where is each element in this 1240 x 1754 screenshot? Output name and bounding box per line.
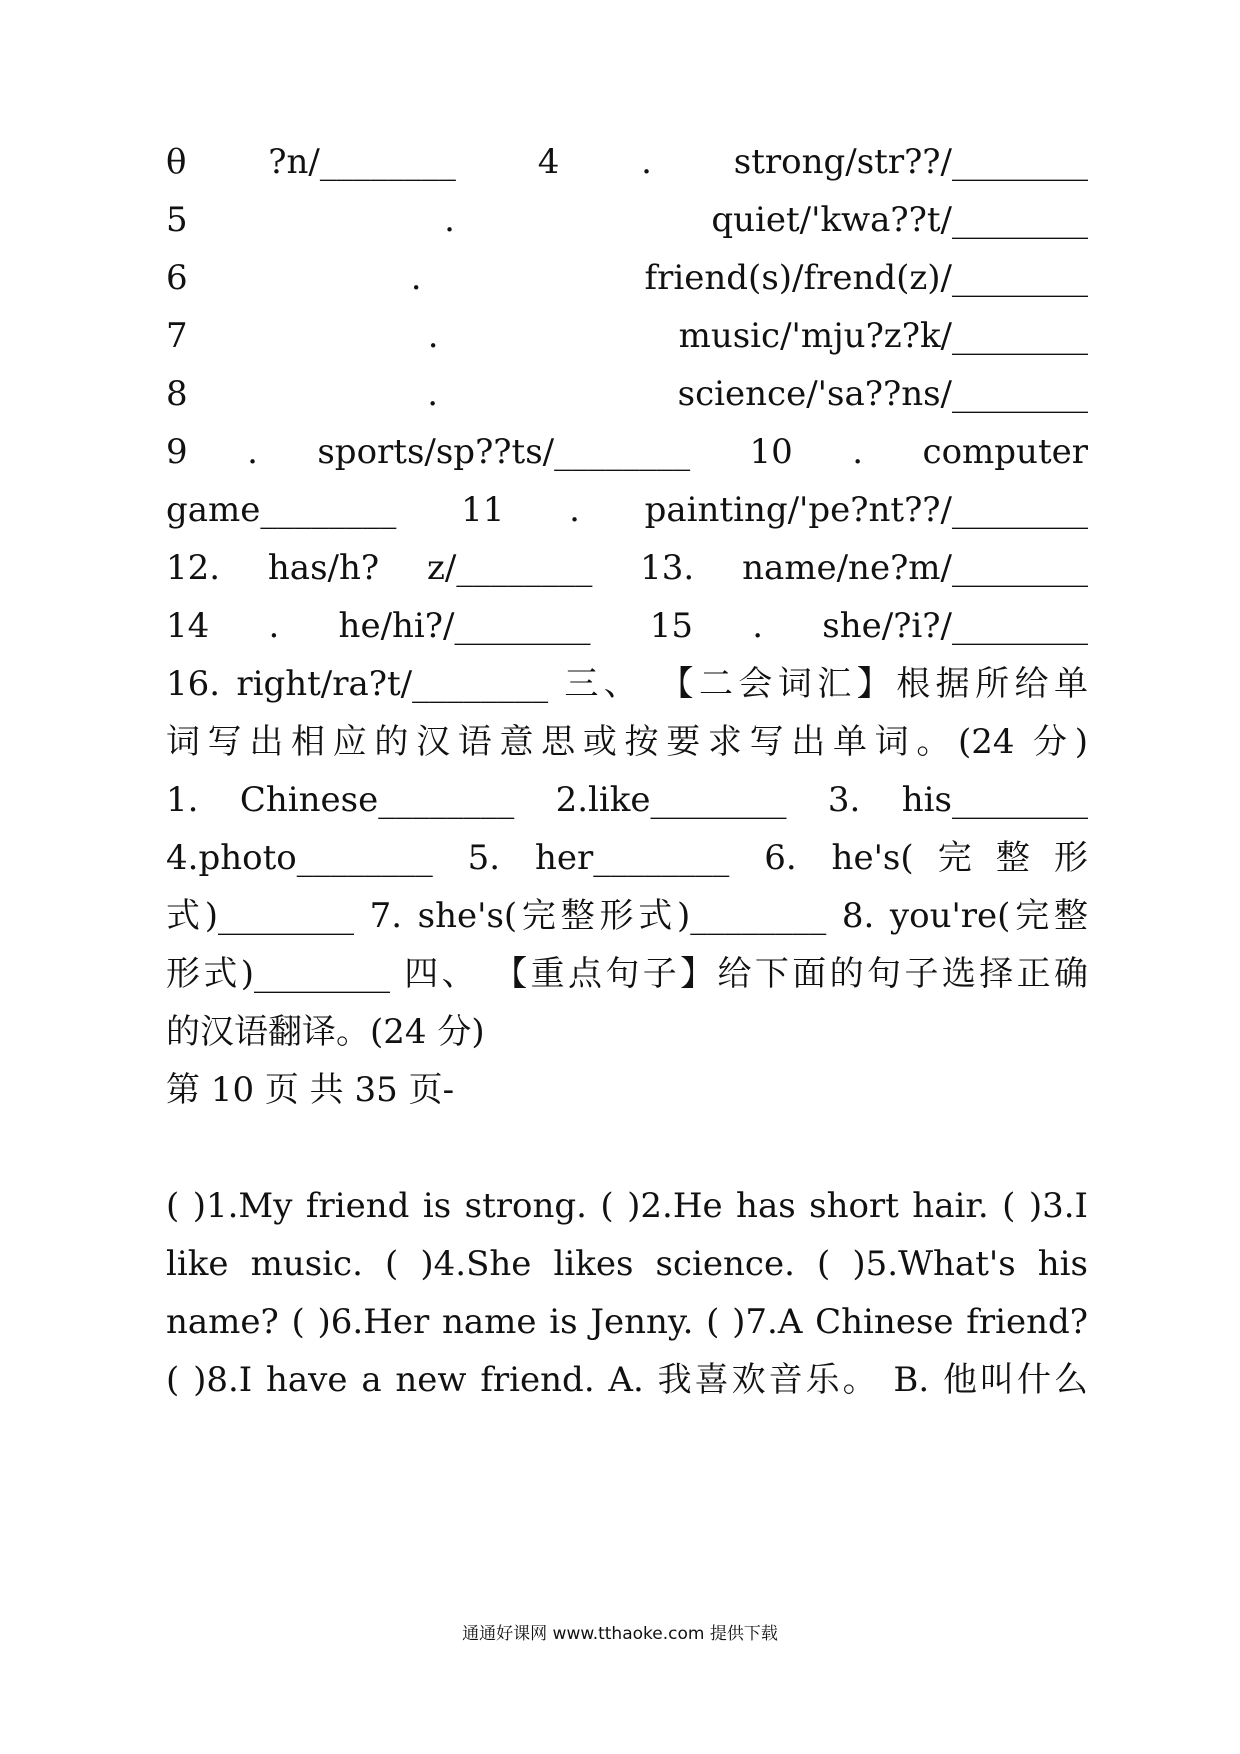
text-line: 5 . quiet/'kwa??t/________ [166,200,1088,240]
text-line: 6 . friend(s)/frend(z)/________ [166,258,1088,298]
text-line: 4.photo________ 5. her________ 6. he's(完整形 [166,838,1088,878]
text-line: game________ 11 . painting/'pe?nt??/________ [166,490,1088,530]
page-number: 第 10 页 共 35 页- [166,1070,455,1110]
text-line: 8 . science/'sa??ns/________ [166,374,1088,414]
text-line: 16. right/ra?t/________ 三、 【二会词汇】根据所给单 [166,664,1088,704]
text-line: 14 . he/hi?/________ 15 . she/?i?/________ [166,606,1088,646]
text-line: 7 . music/'mju?z?k/________ [166,316,1088,356]
text-line: 1. Chinese________ 2.like________ 3. his________ [166,780,1088,820]
text-line: 形式)________ 四、 【重点句子】给下面的句子选择正确 [166,954,1088,994]
text-line: 式)________ 7. she's(完整形式)________ 8. you're(完整 [166,896,1088,936]
text-line: ( )8.I have a new friend. A. 我喜欢音乐。 B. 他叫什么 [166,1360,1088,1400]
text-line: 12. has/h? z/________ 13. name/ne?m/________ [166,548,1088,588]
text-line: 9 . sports/sp??ts/________ 10 . computer [166,432,1088,472]
text-line: θ ?n/________ 4 . strong/str??/________ [166,142,1088,182]
text-line: like music. ( )4.She likes science. ( )5.What's his [166,1244,1088,1284]
text-line: ( )1.My friend is strong. ( )2.He has short hair. ( )3.I [166,1186,1088,1226]
text-line: name? ( )6.Her name is Jenny. ( )7.A Chinese friend? [166,1302,1088,1342]
text-line: 词写出相应的汉语意思或按要求写出单词。(24 分) [166,722,1088,762]
page-footer: 通通好课网 www.tthaoke.com 提供下载 [462,1624,778,1644]
text-line: 的汉语翻译。(24 分) [166,1012,485,1052]
